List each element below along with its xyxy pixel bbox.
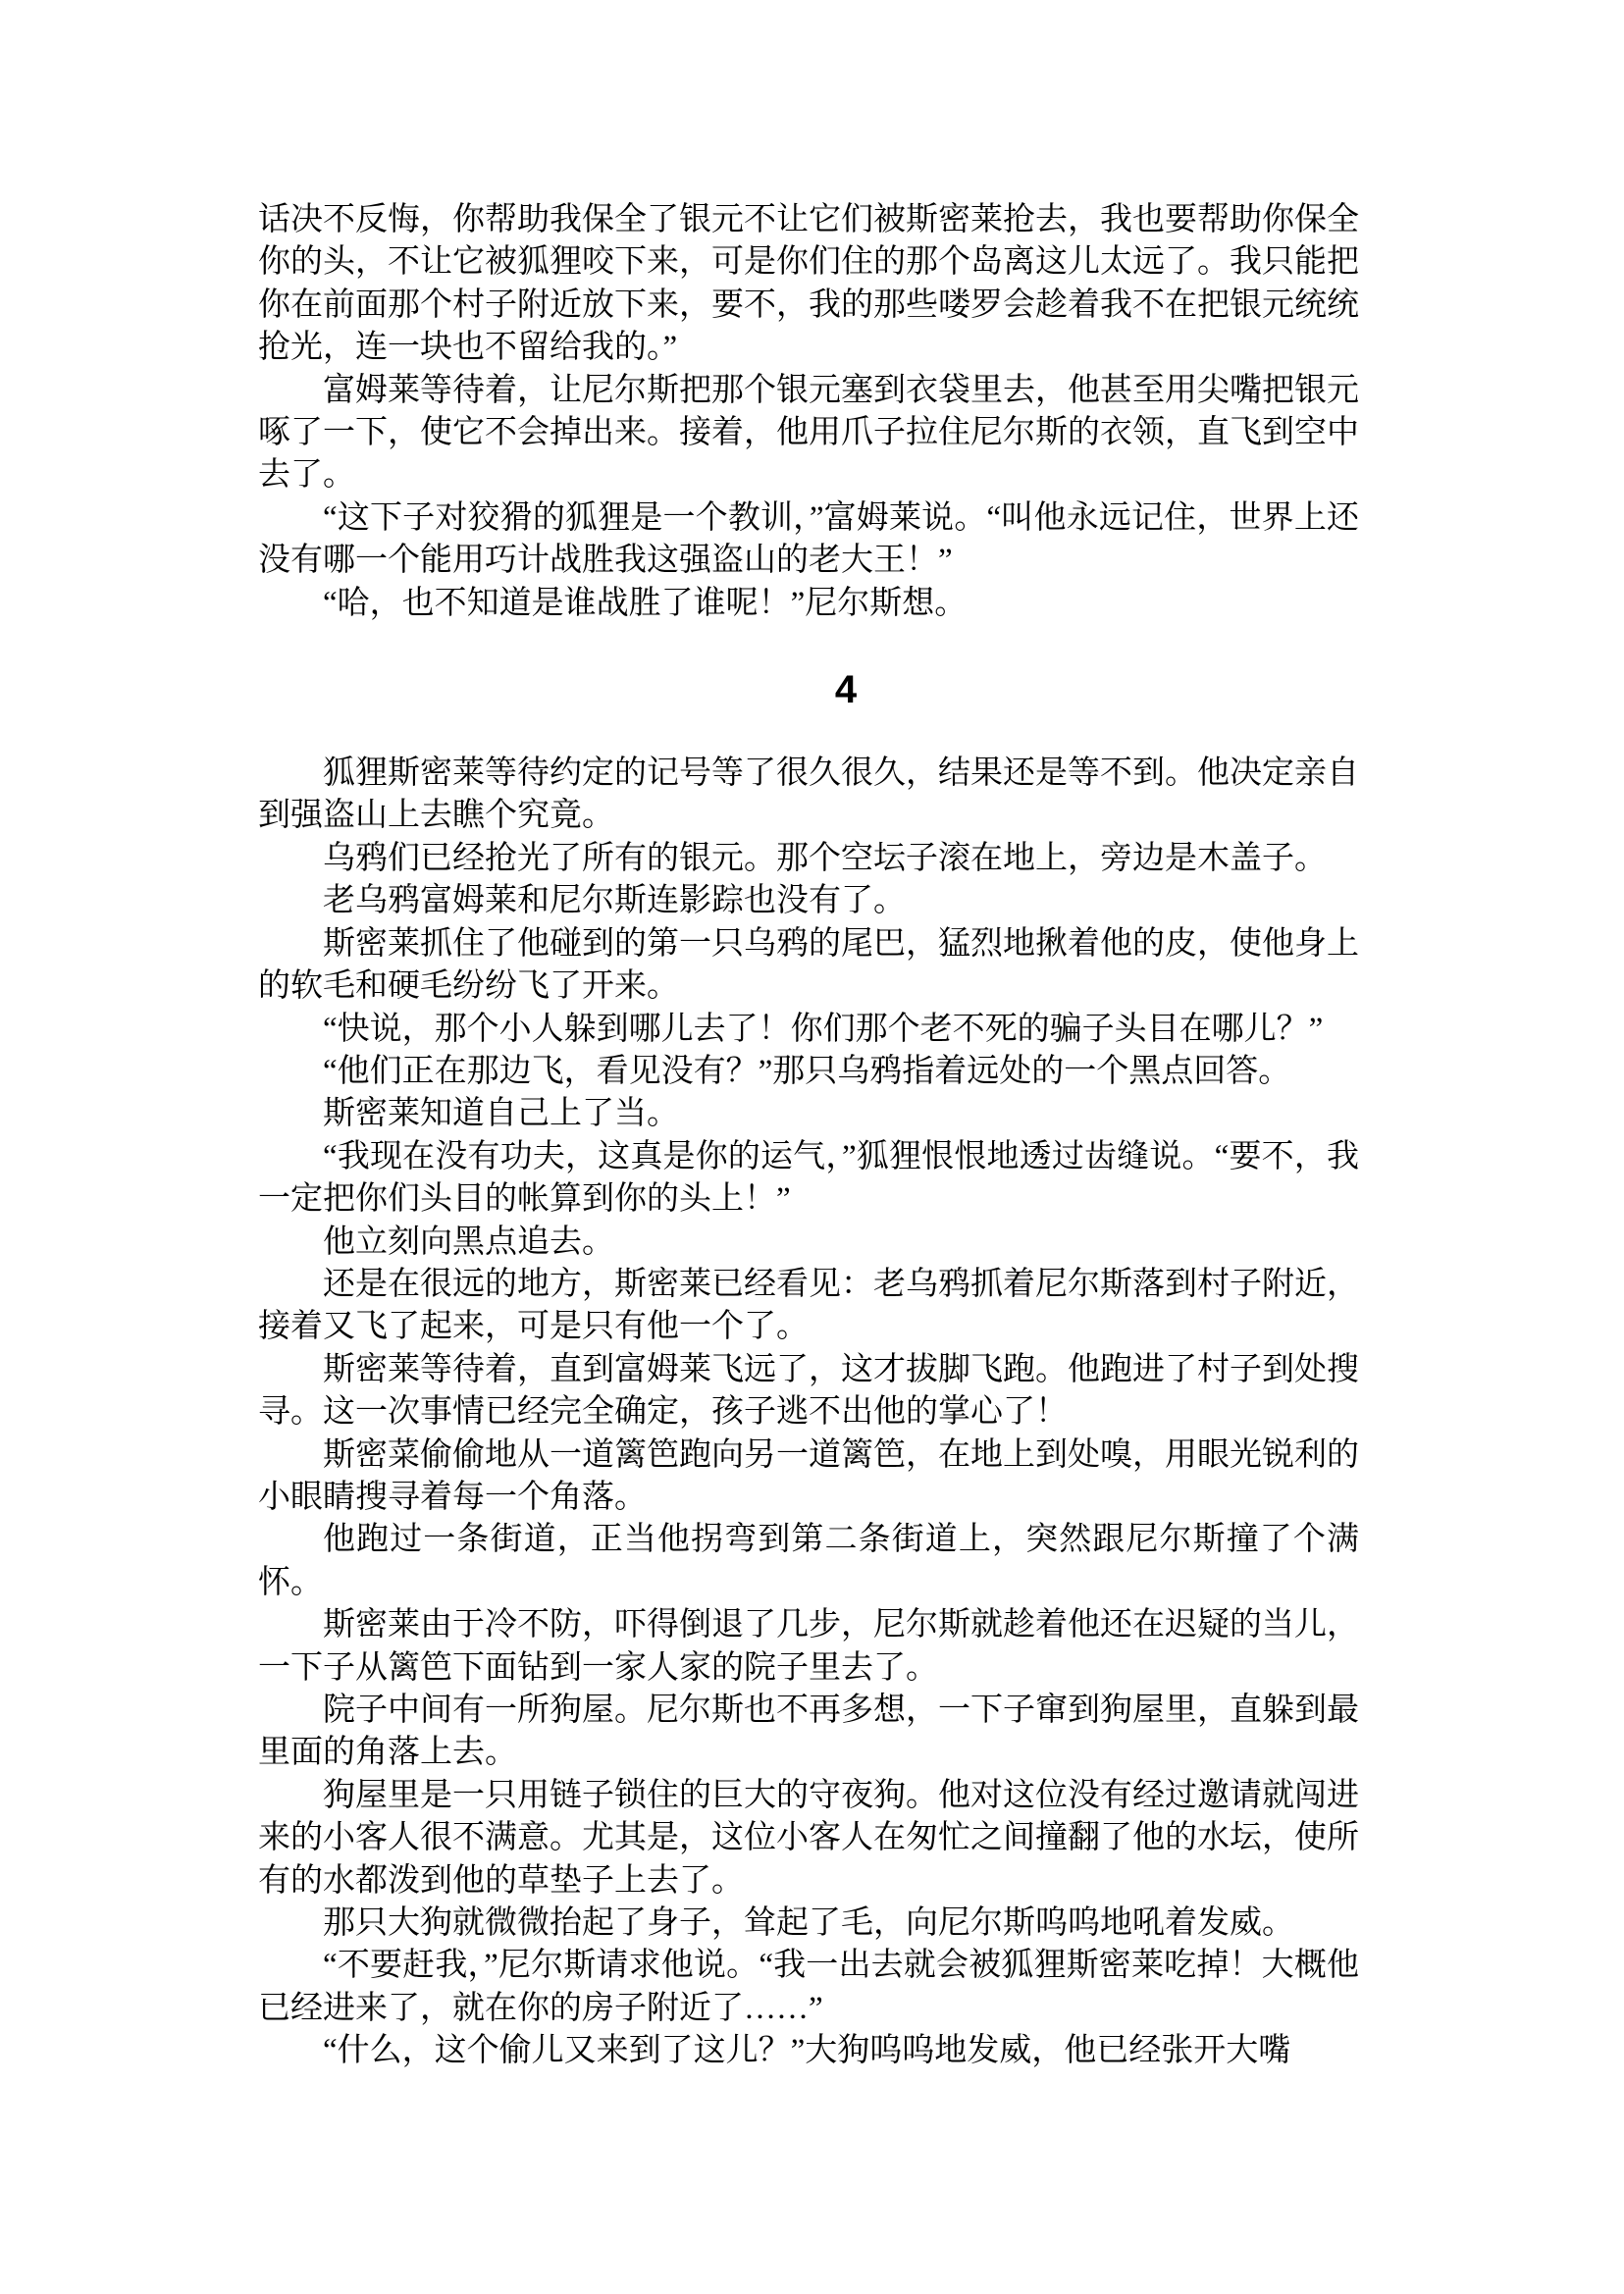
paragraph: 那只大狗就微微抬起了身子，耸起了毛，向尼尔斯呜呜地吼着发威。 bbox=[323, 1905, 1294, 1942]
paragraph: 院子中间有一所狗屋。尼尔斯也不再多想，一下子窜到狗屋里，直躲到最里面的角落上去。 bbox=[258, 1693, 1359, 1771]
paragraph: 斯密莱知道自己上了当。 bbox=[323, 1096, 679, 1132]
paragraph: 斯密莱由于冷不防，吓得倒退了几步，尼尔斯就趁着他还在迟疑的当儿，一下子从篱笆下面钻到一家人家的院子里去了。 bbox=[258, 1607, 1359, 1686]
paragraph: 狐狸斯密莱等待约定的记号等了很久很久，结果还是等不到。他决定亲自到强盗山上去瞧个究竟。 bbox=[258, 756, 1359, 834]
paragraph: 狗屋里是一只用链子锁住的巨大的守夜狗。他对这位没有经过邀请就闯进来的小客人很不满意。尤其是，这位小客人在匆忙之间撞翻了他的水坛，使所有的水都泼到他的草垫子上去了。 bbox=[258, 1777, 1359, 1899]
paragraph: “什么，这个偷儿又来到了这儿？”大狗呜呜地发威，他已经张开大嘴 bbox=[323, 2033, 1291, 2069]
paragraph: 老乌鸦富姆莱和尼尔斯连影踪也没有了。 bbox=[323, 883, 906, 919]
paragraph: 他立刻向黑点追去。 bbox=[323, 1224, 614, 1260]
paragraph: 还是在很远的地方，斯密莱已经看见：老乌鸦抓着尼尔斯落到村子附近，接着又飞了起来，可是只有他一个了。 bbox=[258, 1266, 1359, 1345]
paragraph: 话决不反悔，你帮助我保全了银元不让它们被斯密莱抢去，我也要帮助你保全你的头，不让它被狐狸咬下来，可是你们住的那个岛离这儿太远了。我只能把你在前面那个村子附近放下来，要不，我的那些喽罗会趁着我不在把银元统统抢光，连一块也不留给我的。” bbox=[258, 202, 1359, 366]
paragraph: 他跑过一条街道，正当他拐弯到第二条街道上，突然跟尼尔斯撞了个满怀。 bbox=[258, 1522, 1359, 1600]
paragraph: 斯密莱等待着，直到富姆莱飞远了，这才拔脚飞跑。他跑进了村子到处搜寻。这一次事情已经完全确定，孩子逃不出他的掌心了！ bbox=[258, 1351, 1359, 1431]
paragraph: 斯密菜偷偷地从一道篱笆跑向另一道篱笆，在地上到处嗅，用眼光锐利的小眼睛搜寻着每一个角落。 bbox=[258, 1436, 1359, 1515]
paragraph: “不要赶我，”尼尔斯请求他说。“我一出去就会被狐狸斯密莱吃掉！大概他已经进来了，就在你的房子附近了……” bbox=[258, 1948, 1359, 2026]
paragraph: “他们正在那边飞，看见没有？”那只乌鸦指着远处的一个黑点回答。 bbox=[323, 1053, 1291, 1089]
paragraph: “我现在没有功夫，这真是你的运气，”狐狸恨恨地透过齿缝说。“要不，我一定把你们头目的帐算到你的头上！” bbox=[258, 1138, 1359, 1218]
paragraph: 斯密莱抓住了他碰到的第一只乌鸦的尾巴，猛烈地揪着他的皮，使他身上的软毛和硬毛纷纷飞了开来。 bbox=[258, 925, 1359, 1005]
paragraph: “这下子对狡猾的狐狸是一个教训，”富姆莱说。“叫他永远记住，世界上还没有哪一个能用巧计战胜我这强盗山的老大王！” bbox=[258, 499, 1359, 579]
paragraph: 乌鸦们已经抢光了所有的银元。那个空坛子滚在地上，旁边是木盖子。 bbox=[323, 840, 1327, 876]
paragraph: “快说，那个小人躲到哪儿去了！你们那个老不死的骗子头目在哪儿？” bbox=[323, 1011, 1324, 1047]
section-heading: 4 bbox=[834, 668, 858, 712]
paragraph: 富姆莱等待着，让尼尔斯把那个银元塞到衣袋里去，他甚至用尖嘴把银元啄了一下，使它不会掉出来。接着，他用爪子拉住尼尔斯的衣领，直飞到空中去了。 bbox=[258, 372, 1359, 494]
paragraph: “哈，也不知道是谁战胜了谁呢！”尼尔斯想。 bbox=[323, 585, 968, 621]
page-text-content bbox=[258, 199, 1359, 2073]
